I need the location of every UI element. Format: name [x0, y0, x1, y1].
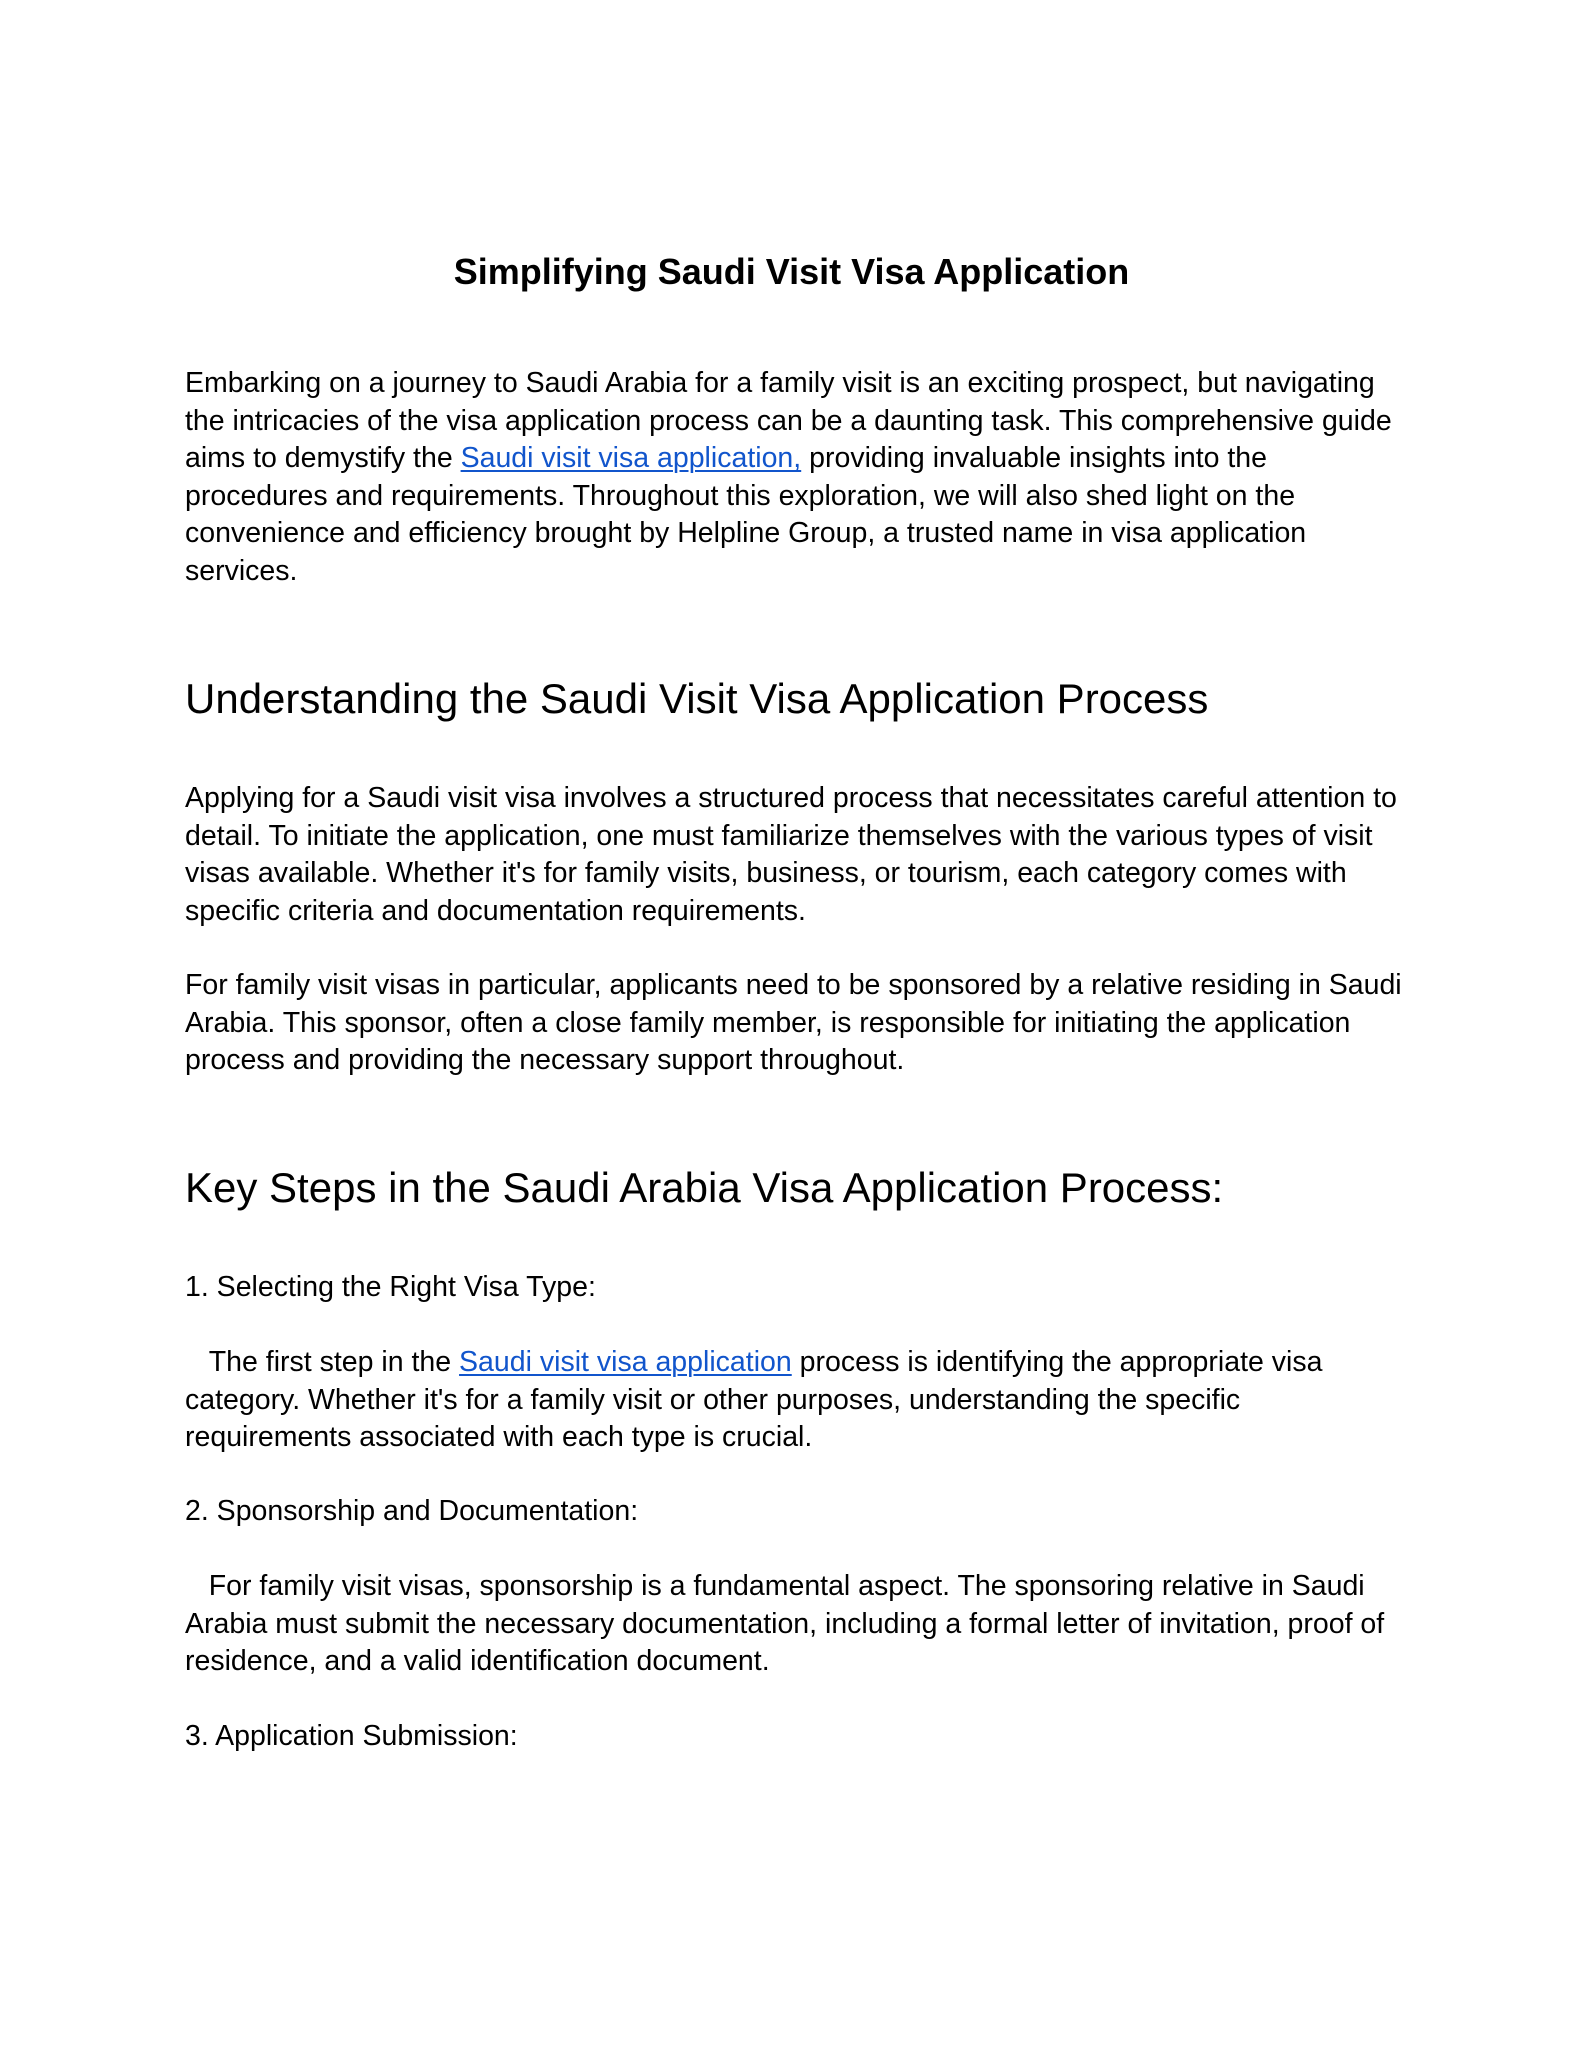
document-title: Simplifying Saudi Visit Visa Application: [453, 251, 1130, 292]
saudi-visa-application-link[interactable]: Saudi visit visa application,: [460, 442, 802, 475]
step-2-label: 2. Sponsorship and Documentation:: [185, 1495, 639, 1527]
understanding-paragraph-2: For family visit visas in particular, applicants need to be sponsored by a relative residing in Saudi Arabia. This sponsor, often a close family member, is responsible for initiating the application process and providing the necessary support throughout.: [185, 969, 1402, 1077]
intro-text-after-link: providing invaluable insights into the procedures and requirements. Throughout this exploration, we will also shed light on the convenience and efficiency brought by Helpline Group, a trusted name in visa application services.: [185, 442, 1307, 587]
step-3-label: 3. Application Submission:: [185, 1720, 518, 1752]
section-heading-understanding: Understanding the Saudi Visit Visa Application Process: [185, 675, 1209, 722]
understanding-paragraph-1: Applying for a Saudi visit visa involves a structured process that necessitates careful attention to detail. To initiate the application, one must familiarize themselves with the various types of visit visas available. Whether it's for family visits, business, or tourism, each category comes with specific criteria and documentation requirements.: [185, 782, 1397, 927]
step-1-text-before-link: The first step in the: [185, 1346, 460, 1378]
saudi-visa-application-link-2[interactable]: Saudi visit visa application: [459, 1346, 792, 1378]
section-heading-key-steps: Key Steps in the Saudi Arabia Visa Application Process:: [185, 1164, 1224, 1211]
intro-paragraph: [185, 365, 1410, 591]
intro-text-before-link: Embarking on a journey to Saudi Arabia for a family visit is an exciting prospect, but navigating the intricacies of the visa application process can be a daunting task. This comprehensive guide aims to demystify the: [185, 367, 1392, 475]
step-1-text-after-link: process is identifying the appropriate visa category. Whether it's for a family visit or other purposes, understanding the specific requirements associated with each type is crucial.: [185, 1346, 1331, 1454]
step-1-label: 1. Selecting the Right Visa Type:: [185, 1271, 596, 1303]
step-1-body: [185, 1344, 1410, 1457]
step-2-body: For family visit visas, sponsorship is a fundamental aspect. The sponsoring relative in Saudi Arabia must submit the necessary documentation, including a formal letter of invitation, proof of residence, and a valid identification document.: [185, 1570, 1393, 1678]
